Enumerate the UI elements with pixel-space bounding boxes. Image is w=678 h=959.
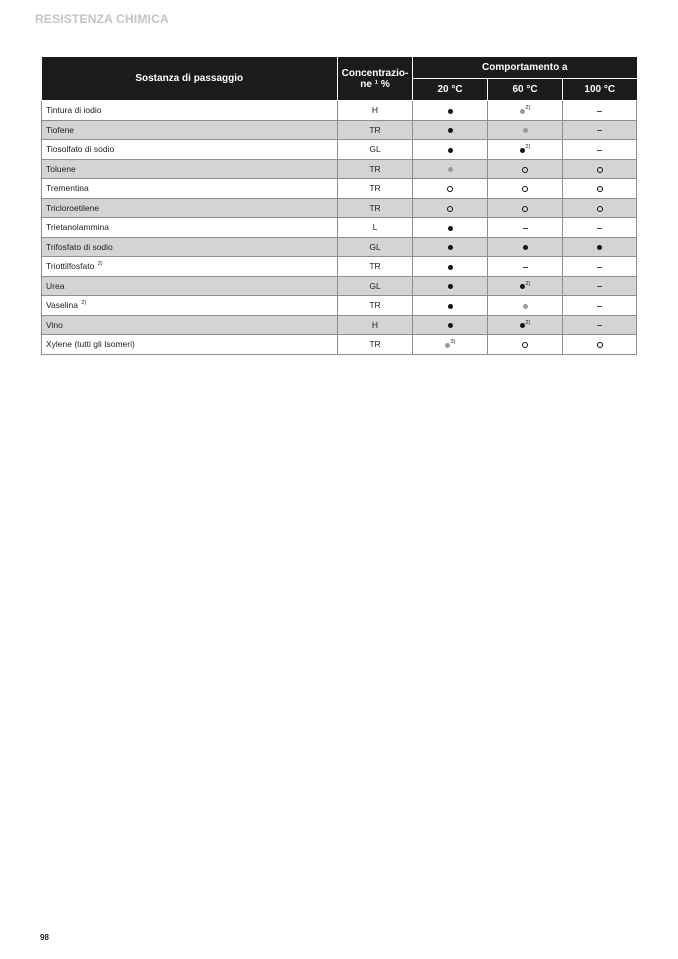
table-row <box>42 140 637 160</box>
dash-icon <box>597 325 602 326</box>
concentration-cell: TR <box>338 198 413 218</box>
rating-cell-20 <box>413 335 488 355</box>
substance-cell <box>42 159 338 179</box>
rating-cell-20 <box>413 101 488 121</box>
dash-icon <box>597 267 602 268</box>
table-row <box>42 198 637 218</box>
black-dot-icon <box>448 323 453 328</box>
rating-cell-20 <box>413 315 488 335</box>
concentration-cell: H <box>338 315 413 335</box>
rating-cell-20 <box>413 296 488 316</box>
rating-cell-60 <box>488 296 563 316</box>
temp-header-20: 20 °C <box>413 79 488 101</box>
behavior-column-header: Comportamento a <box>413 57 637 79</box>
rating-cell-20 <box>413 159 488 179</box>
rating-cell-20 <box>413 276 488 296</box>
dash-icon <box>597 228 602 229</box>
black-dot-icon <box>520 148 525 153</box>
substance-name: Tintura di iodio <box>46 105 102 116</box>
black-dot-icon <box>523 245 528 250</box>
concentration-cell: GL <box>338 237 413 257</box>
substance-cell <box>42 315 338 335</box>
rating-cell-100 <box>563 335 637 355</box>
rating-cell-20 <box>413 179 488 199</box>
table-row <box>42 179 637 199</box>
ring-icon <box>447 186 453 192</box>
rating-cell-60 <box>488 257 563 277</box>
concentration-cell: GL <box>338 276 413 296</box>
rating-cell-20 <box>413 198 488 218</box>
black-dot-icon <box>448 109 453 114</box>
rating-cell-60 <box>488 237 563 257</box>
rating-cell-100 <box>563 296 637 316</box>
ring-icon <box>522 167 528 173</box>
footnote-marker: 2) <box>81 300 87 307</box>
ring-icon <box>597 186 603 192</box>
concentration-cell: TR <box>338 335 413 355</box>
rating-cell-20 <box>413 237 488 257</box>
temp-header-100: 100 °C <box>563 79 637 101</box>
substance-name: Triottilfosfato <box>46 261 95 272</box>
rating-cell-100 <box>563 120 637 140</box>
page-heading: RESISTENZA CHIMICA <box>35 12 169 26</box>
table-row <box>42 101 637 121</box>
concentration-header-line1: Concentrazio- <box>341 67 409 79</box>
substance-name: Tricloroetilene <box>46 202 100 213</box>
concentration-cell: TR <box>338 296 413 316</box>
ring-icon <box>522 186 528 192</box>
rating-cell-20 <box>413 120 488 140</box>
substance-cell <box>42 276 338 296</box>
substance-name: Vino <box>46 319 63 330</box>
table-row <box>42 218 637 238</box>
table-body <box>42 101 637 355</box>
concentration-cell: TR <box>338 257 413 277</box>
gray-dot-icon <box>523 304 528 309</box>
footnote-marker: 2) <box>97 261 103 268</box>
substance-cell <box>42 179 338 199</box>
rating-cell-100 <box>563 198 637 218</box>
table-row <box>42 159 637 179</box>
substance-name: Xylene (tutti gli Isomeri) <box>46 339 135 350</box>
chemical-resistance-table <box>41 57 637 355</box>
substance-name: Toluene <box>46 163 76 174</box>
rating-cell-60 <box>488 315 563 335</box>
substance-name: Urea <box>46 280 65 291</box>
substance-cell <box>42 335 338 355</box>
ring-icon <box>447 206 453 212</box>
black-dot-icon <box>448 245 453 250</box>
dash-icon <box>597 150 602 151</box>
substance-name: Vaselina <box>46 300 78 311</box>
black-dot-icon <box>597 245 602 250</box>
concentration-cell: TR <box>338 159 413 179</box>
dash-icon <box>597 111 602 112</box>
concentration-cell: GL <box>338 140 413 160</box>
rating-cell-100 <box>563 179 637 199</box>
ring-icon <box>597 342 603 348</box>
dash-icon <box>597 286 602 287</box>
rating-cell-60 <box>488 218 563 238</box>
rating-cell-100 <box>563 257 637 277</box>
concentration-cell: H <box>338 101 413 121</box>
black-dot-icon <box>448 148 453 153</box>
rating-cell-20 <box>413 218 488 238</box>
substance-name: Trementina <box>46 183 89 194</box>
ring-icon <box>597 206 603 212</box>
rating-cell-60 <box>488 276 563 296</box>
rating-cell-20 <box>413 140 488 160</box>
rating-cell-100 <box>563 101 637 121</box>
rating-cell-100 <box>563 276 637 296</box>
rating-cell-100 <box>563 140 637 160</box>
rating-cell-100 <box>563 159 637 179</box>
black-dot-icon <box>520 284 525 289</box>
temp-header-60: 60 °C <box>488 79 563 101</box>
ring-icon <box>597 167 603 173</box>
gray-dot-icon <box>523 128 528 133</box>
substance-cell <box>42 140 338 160</box>
rating-cell-60 <box>488 179 563 199</box>
rating-cell-60 <box>488 140 563 160</box>
gray-dot-icon <box>445 343 450 348</box>
footnote-marker: 2) <box>525 105 531 112</box>
footnote-marker: 2) <box>525 144 531 151</box>
substance-cell <box>42 101 338 121</box>
table-row <box>42 315 637 335</box>
ring-icon <box>522 206 528 212</box>
substance-cell <box>42 296 338 316</box>
black-dot-icon <box>448 226 453 231</box>
rating-cell-100 <box>563 218 637 238</box>
substance-name: Tiofene <box>46 124 75 135</box>
footnote-marker: 3) <box>450 339 456 346</box>
gray-dot-icon <box>448 167 453 172</box>
substance-cell <box>42 257 338 277</box>
substance-name: Tiosolfato di sodio <box>46 144 115 155</box>
table-row <box>42 257 637 277</box>
concentration-header-line2: ne ¹ % <box>360 78 390 90</box>
substance-cell <box>42 198 338 218</box>
dash-icon <box>597 306 602 307</box>
substance-cell <box>42 218 338 238</box>
rating-cell-60 <box>488 198 563 218</box>
black-dot-icon <box>448 265 453 270</box>
table-row <box>42 120 637 140</box>
substance-cell <box>42 120 338 140</box>
substance-cell <box>42 237 338 257</box>
table-row <box>42 237 637 257</box>
black-dot-icon <box>448 128 453 133</box>
dash-icon <box>523 228 528 229</box>
substance-name: Trietanolammina <box>46 222 109 233</box>
concentration-cell: TR <box>338 120 413 140</box>
ring-icon <box>522 342 528 348</box>
table-row <box>42 276 637 296</box>
footnote-marker: 2) <box>525 319 531 326</box>
rating-cell-60 <box>488 120 563 140</box>
black-dot-icon <box>520 323 525 328</box>
black-dot-icon <box>448 284 453 289</box>
table-row <box>42 296 637 316</box>
rating-cell-100 <box>563 237 637 257</box>
concentration-column-header <box>338 57 413 101</box>
table-row <box>42 335 637 355</box>
rating-cell-60 <box>488 335 563 355</box>
black-dot-icon <box>448 304 453 309</box>
dash-icon <box>597 130 602 131</box>
gray-dot-icon <box>520 109 525 114</box>
rating-cell-100 <box>563 315 637 335</box>
substance-name: Trifosfato di sodio <box>46 241 113 252</box>
concentration-cell: L <box>338 218 413 238</box>
dash-icon <box>523 267 528 268</box>
rating-cell-60 <box>488 159 563 179</box>
concentration-cell: TR <box>338 179 413 199</box>
rating-cell-20 <box>413 257 488 277</box>
footnote-marker: 2) <box>525 280 531 287</box>
rating-cell-60 <box>488 101 563 121</box>
page-number: 98 <box>40 933 49 942</box>
substance-column-header: Sostanza di passaggio <box>42 57 338 101</box>
